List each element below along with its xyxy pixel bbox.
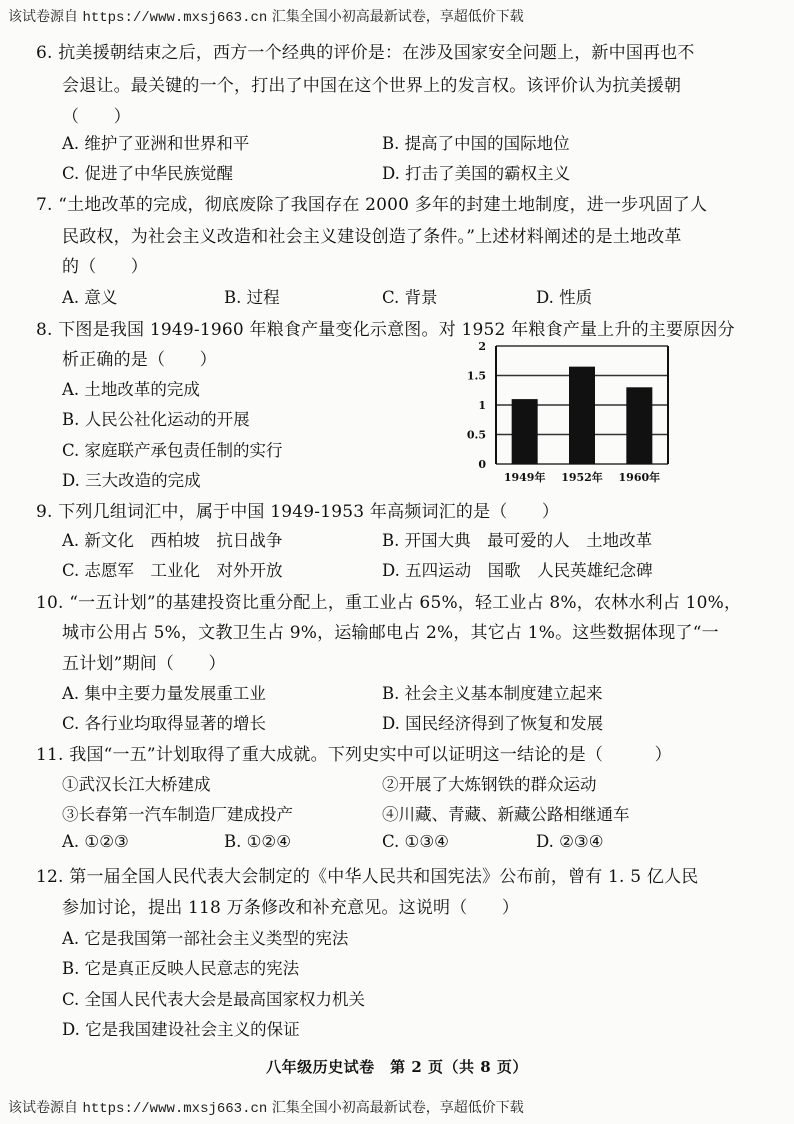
question-8-option-a[interactable]: A. 土地改革的完成 (62, 380, 200, 399)
question-10-option-b[interactable]: B. 社会主义基本制度建立起来 (382, 684, 603, 703)
watermark-suffix: 汇集全国小初高最新试卷，享超低价下载 (271, 9, 524, 25)
question-9-line-1: 9. 下列几组词汇中，属于中国 1949-1953 年高频词汇的是（ ） (36, 502, 560, 522)
question-6-option-d[interactable]: D. 打击了美国的霸权主义 (382, 164, 571, 183)
question-11-item-2: ②开展了大炼钢铁的群众运动 (382, 775, 597, 794)
question-12-option-c[interactable]: C. 全国人民代表大会是最高国家权力机关 (62, 990, 366, 1009)
question-9-option-d[interactable]: D. 五四运动 国歌 人民英雄纪念碑 (382, 561, 653, 580)
question-8-line-2: 析正确的是（ ） (62, 350, 217, 370)
question-6-option-b[interactable]: B. 提高了中国的国际地位 (382, 134, 570, 153)
question-11-item-4: ④川藏、青藏、新藏公路相继通车 (382, 805, 630, 824)
question-6-line-1: 6. 抗美援朝结束之后，西方一个经典的评价是：在涉及国家安全问题上，新中国再也不 (36, 43, 695, 63)
question-8-option-d[interactable]: D. 三大改造的完成 (62, 471, 201, 490)
source-watermark-bottom (8, 1097, 524, 1117)
question-6-line-2: 会退让。最关键的一个，打出了中国在这个世界上的发言权。该评价认为抗美援朝 (62, 76, 682, 96)
question-9-option-a[interactable]: A. 新文化 西柏坡 抗日战争 (62, 531, 283, 550)
x-tick-label: 1952年 (561, 471, 603, 484)
page-footer: 八年级历史试卷 第 2 页（共 8 页） (266, 1058, 528, 1076)
question-8-line-1: 8. 下图是我国 1949-1960 年粮食产量变化示意图。对 1952 年粮食产量上升的主要原因分 (36, 320, 735, 340)
question-11-option-d[interactable]: D. ②③④ (536, 832, 604, 851)
bar-1952年 (569, 367, 595, 464)
question-11-item-1: ①武汉长江大桥建成 (62, 775, 211, 794)
question-10-line-2: 城市公用占 5%，文教卫生占 9%，运输邮电占 2%，其它占 1%。这些数据体现了“一 (62, 623, 719, 643)
bar-1949年 (512, 399, 538, 464)
question-12-line-2: 参加讨论，提出 118 万条修改和补充意见。这说明（ ） (62, 898, 520, 918)
watermark-suffix: 汇集全国小初高最新试卷，享超低价下载 (271, 1100, 524, 1116)
question-6-option-a[interactable]: A. 维护了亚洲和世界和平 (62, 134, 250, 153)
watermark-url[interactable]: https://www.mxsj663.cn (82, 10, 268, 26)
y-tick-label: 0 (478, 458, 486, 471)
question-11-option-a[interactable]: A. ①②③ (62, 832, 129, 851)
question-7-line-1: 7. “土地改革的完成，彻底废除了我国存在 2000 多年的封建土地制度，进一步巩固了人 (36, 195, 708, 215)
y-tick-label: 2 (478, 340, 486, 353)
question-7-option-d[interactable]: D. 性质 (536, 288, 593, 307)
question-7-option-a[interactable]: A. 意义 (62, 288, 118, 307)
x-tick-label: 1960年 (618, 471, 661, 484)
question-7-option-c[interactable]: C. 背景 (382, 288, 438, 307)
question-12-option-b[interactable]: B. 它是真正反映人民意志的宪法 (62, 959, 300, 978)
question-11-line-1: 11. 我国“一五”计划取得了重大成就。下列史实中可以证明这一结论的是（ ） (36, 745, 672, 765)
source-watermark-top (8, 6, 524, 26)
question-10-option-d[interactable]: D. 国民经济得到了恢复和发展 (382, 714, 604, 733)
question-12-option-a[interactable]: A. 它是我国第一部社会主义类型的宪法 (62, 929, 349, 948)
question-7-option-b[interactable]: B. 过程 (224, 288, 280, 307)
question-7-line-2: 民政权，为社会主义改造和社会主义建设创造了条件。”上述材料阐述的是土地改革 (62, 227, 682, 247)
question-9-option-b[interactable]: B. 开国大典 最可爱的人 土地改革 (382, 531, 653, 550)
question-12-option-d[interactable]: D. 它是我国建设社会主义的保证 (62, 1020, 300, 1039)
watermark-url[interactable]: https://www.mxsj663.cn (82, 1101, 268, 1117)
question-10-option-c[interactable]: C. 各行业均取得显著的增长 (62, 714, 267, 733)
question-8-option-c[interactable]: C. 家庭联产承包责任制的实行 (62, 441, 283, 460)
bar-1960年 (626, 387, 652, 464)
question-11-option-b[interactable]: B. ①②④ (224, 832, 291, 851)
question-10-line-1: 10. “一五计划”的基建投资比重分配上，重工业占 65%，轻工业占 8%，农林水利占 10%， (36, 593, 742, 613)
question-8-option-b[interactable]: B. 人民公社化运动的开展 (62, 410, 250, 429)
watermark-prefix: 该试卷源自 (8, 1100, 78, 1116)
question-11-item-3: ③长春第一汽车制造厂建成投产 (62, 805, 293, 824)
y-tick-label: 0.5 (466, 428, 486, 442)
question-6-option-c[interactable]: C. 促进了中华民族觉醒 (62, 164, 234, 183)
question-12-line-1: 12. 第一届全国人民代表大会制定的《中华人民共和国宪法》公布前，曾有 1. 5 亿人民 (36, 867, 699, 887)
grain-output-bar-chart (462, 336, 676, 488)
question-6-line-3: （ ） (62, 107, 131, 127)
y-tick-label: 1.5 (466, 369, 486, 383)
question-7-line-3: 的（ ） (62, 257, 148, 277)
watermark-prefix: 该试卷源自 (8, 9, 78, 25)
question-10-option-a[interactable]: A. 集中主要力量发展重工业 (62, 684, 266, 703)
y-tick-label: 1 (478, 399, 486, 412)
question-9-option-c[interactable]: C. 志愿军 工业化 对外开放 (62, 561, 283, 580)
question-10-line-3: 五计划”期间（ ） (62, 654, 226, 674)
x-tick-label: 1949年 (503, 471, 546, 484)
question-11-option-c[interactable]: C. ①③④ (382, 832, 449, 851)
